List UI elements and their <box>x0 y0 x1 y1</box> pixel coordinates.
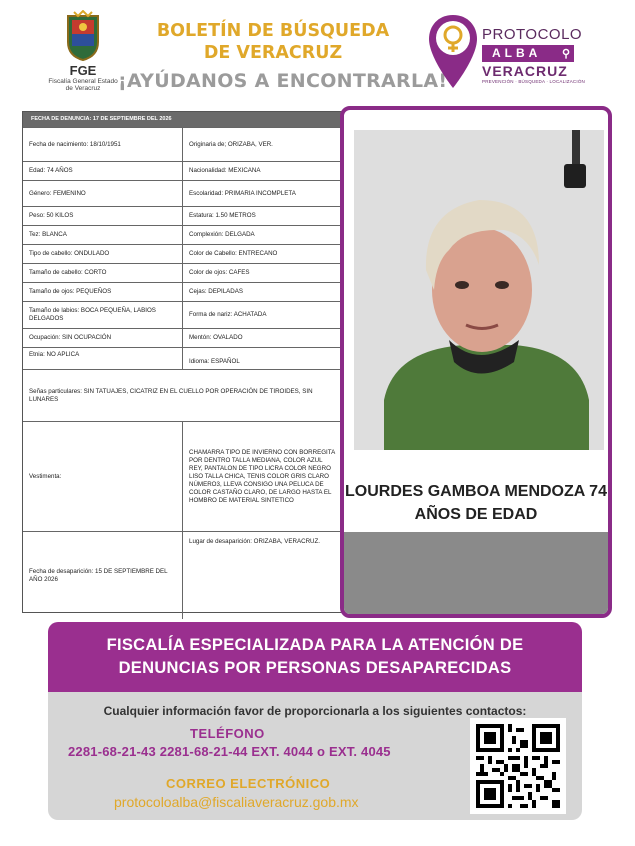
lip-size: Tamaño de labios: BOCA PEQUEÑA, LABIOS DELGADOS <box>23 302 183 328</box>
table-row <box>23 225 341 244</box>
info-table <box>22 111 342 613</box>
gender: Género: FEMENINO <box>23 181 183 206</box>
disappearance-date: Fecha de desaparición: 15 DE SEPTIEMBRE DEL AÑO 2026 <box>23 532 183 619</box>
build: Complexión: DELGADA <box>189 231 255 238</box>
alba-tagline: PREVENCIÓN · BÚSQUEDA · LOCALIZACIÓN <box>482 79 585 84</box>
phone-numbers[interactable]: 2281-68-21-43 2281-68-21-44 EXT. 4044 o EXT. 4045 <box>68 744 391 759</box>
table-row <box>23 347 341 369</box>
height: Estatura: 1.50 METROS <box>189 212 256 219</box>
title-line-2: DE VERACRUZ <box>203 43 343 63</box>
language: Idioma: ESPAÑOL <box>189 358 240 365</box>
occupation: Ocupación: SIN OCUPACIÓN <box>23 329 183 347</box>
education: Escolaridad: PRIMARIA INCOMPLETA <box>189 189 296 197</box>
table-row <box>23 180 341 206</box>
table-row <box>23 244 341 263</box>
table-row <box>23 282 341 301</box>
protocolo-alba-logo <box>426 12 596 102</box>
disappearance-place: Lugar de desaparición: ORIZABA, VERACRUZ. <box>189 538 321 545</box>
magnifier-icon: ⚲ <box>561 48 570 60</box>
photo-card <box>340 106 612 618</box>
hair-length: Tamaño de cabello: CORTO <box>23 264 183 282</box>
table-row <box>23 328 341 347</box>
table-row <box>23 369 341 421</box>
birth-date: Fecha de nacimiento: 18/10/1951 <box>23 128 183 161</box>
person-photo <box>354 130 604 450</box>
prosecutor-banner <box>48 622 582 692</box>
person-portrait-icon <box>354 130 604 450</box>
fge-name: Fiscalía General Estado de Veracruz <box>48 78 118 92</box>
email-link[interactable]: protocoloalba@fiscaliaveracruz.gob.mx <box>114 794 359 810</box>
alba-protocolo: PROTOCOLO <box>482 26 583 43</box>
alba-name: ALBA <box>492 46 542 60</box>
table-row <box>23 206 341 225</box>
clothing-label: Vestimenta: <box>23 422 183 531</box>
alba-bar <box>482 45 574 62</box>
person-name: LOURDES GAMBOA MENDOZA 74 AÑOS DE EDAD <box>345 483 607 523</box>
card-footer <box>344 532 608 618</box>
qr-code[interactable] <box>470 718 566 814</box>
location-pin-venus-icon <box>426 12 480 92</box>
nose-shape: Forma de nariz: ACHATADA <box>189 311 267 318</box>
qr-code-icon <box>476 724 560 808</box>
table-row <box>23 421 341 531</box>
origin: Originaria de; ORIZABA, VER. <box>189 140 273 148</box>
fge-abbr: FGE <box>69 63 97 78</box>
contact-lead: Cualquier información favor de proporcionarla a los siguientes contactos: <box>103 704 527 718</box>
nationality: Nacionalidad: MEXICANA <box>189 167 261 174</box>
complexion-tone: Tez: BLANCA <box>23 226 183 244</box>
table-row <box>23 531 341 619</box>
bulletin-subtitle: ¡AYÚDANOS A ENCONTRARLA! <box>118 70 448 92</box>
table-row <box>23 161 341 180</box>
bulletin-title <box>148 20 398 64</box>
weight: Peso: 50 KILOS <box>23 207 183 225</box>
ethnicity: Etnia: NO APLICA <box>23 348 183 369</box>
banner-line-1: FISCALÍA ESPECIALIZADA PARA LA ATENCIÓN DE <box>106 636 524 654</box>
eyebrows: Cejas: DEPILADAS <box>189 288 243 295</box>
table-row <box>23 127 341 161</box>
complaint-date: FECHA DE DENUNCIA: 17 DE SEPTIEMBRE DEL 2026 <box>23 112 341 127</box>
phone-title: TELÉFONO <box>190 726 265 741</box>
alba-state: VERACRUZ <box>482 63 568 79</box>
clothing-description: CHAMARRA TIPO DE INVIERNO CON BORREGITA POR DENTRO TALLA MEDIANA, COLOR AZUL REY, PANTALON DE TIPO LICRA COLOR NEGRO LISO TALLA CHICA, TENIS COLOR GRIS CLARO NÚMERO3, LLEVA CONSIGO UNA PELUCA DE COLOR CASTAÑO CLARO, DE LARGO HASTA EL HOMBRO DE MATERIAL SINTETICO <box>189 448 335 504</box>
age: Edad: 74 AÑOS <box>23 162 183 180</box>
table-row <box>23 263 341 282</box>
distinguishing-marks: Señas particulares: SIN TATUAJES, CICATRIZ EN EL CUELLO POR OPERACIÓN DE TIROIDES, SIN LUNARES <box>29 387 313 403</box>
table-row <box>23 301 341 328</box>
eye-color: Color de ojos: CAFES <box>189 269 250 276</box>
veracruz-shield-icon <box>64 10 102 62</box>
fge-logo <box>48 10 118 98</box>
banner-line-2: DENUNCIAS POR PERSONAS DESAPARECIDAS <box>118 659 512 677</box>
contact-box <box>48 692 582 820</box>
title-line-1: BOLETÍN DE BÚSQUEDA <box>156 21 390 41</box>
eye-size: Tamaño de ojos: PEQUEÑOS <box>23 283 183 301</box>
hair-type: Tipo de cabello: ONDULADO <box>23 245 183 263</box>
chin: Mentón: OVALADO <box>189 334 243 341</box>
hair-color: Color de Cabello: ENTRECANO <box>189 250 278 257</box>
email-title: CORREO ELECTRÓNICO <box>166 776 331 791</box>
